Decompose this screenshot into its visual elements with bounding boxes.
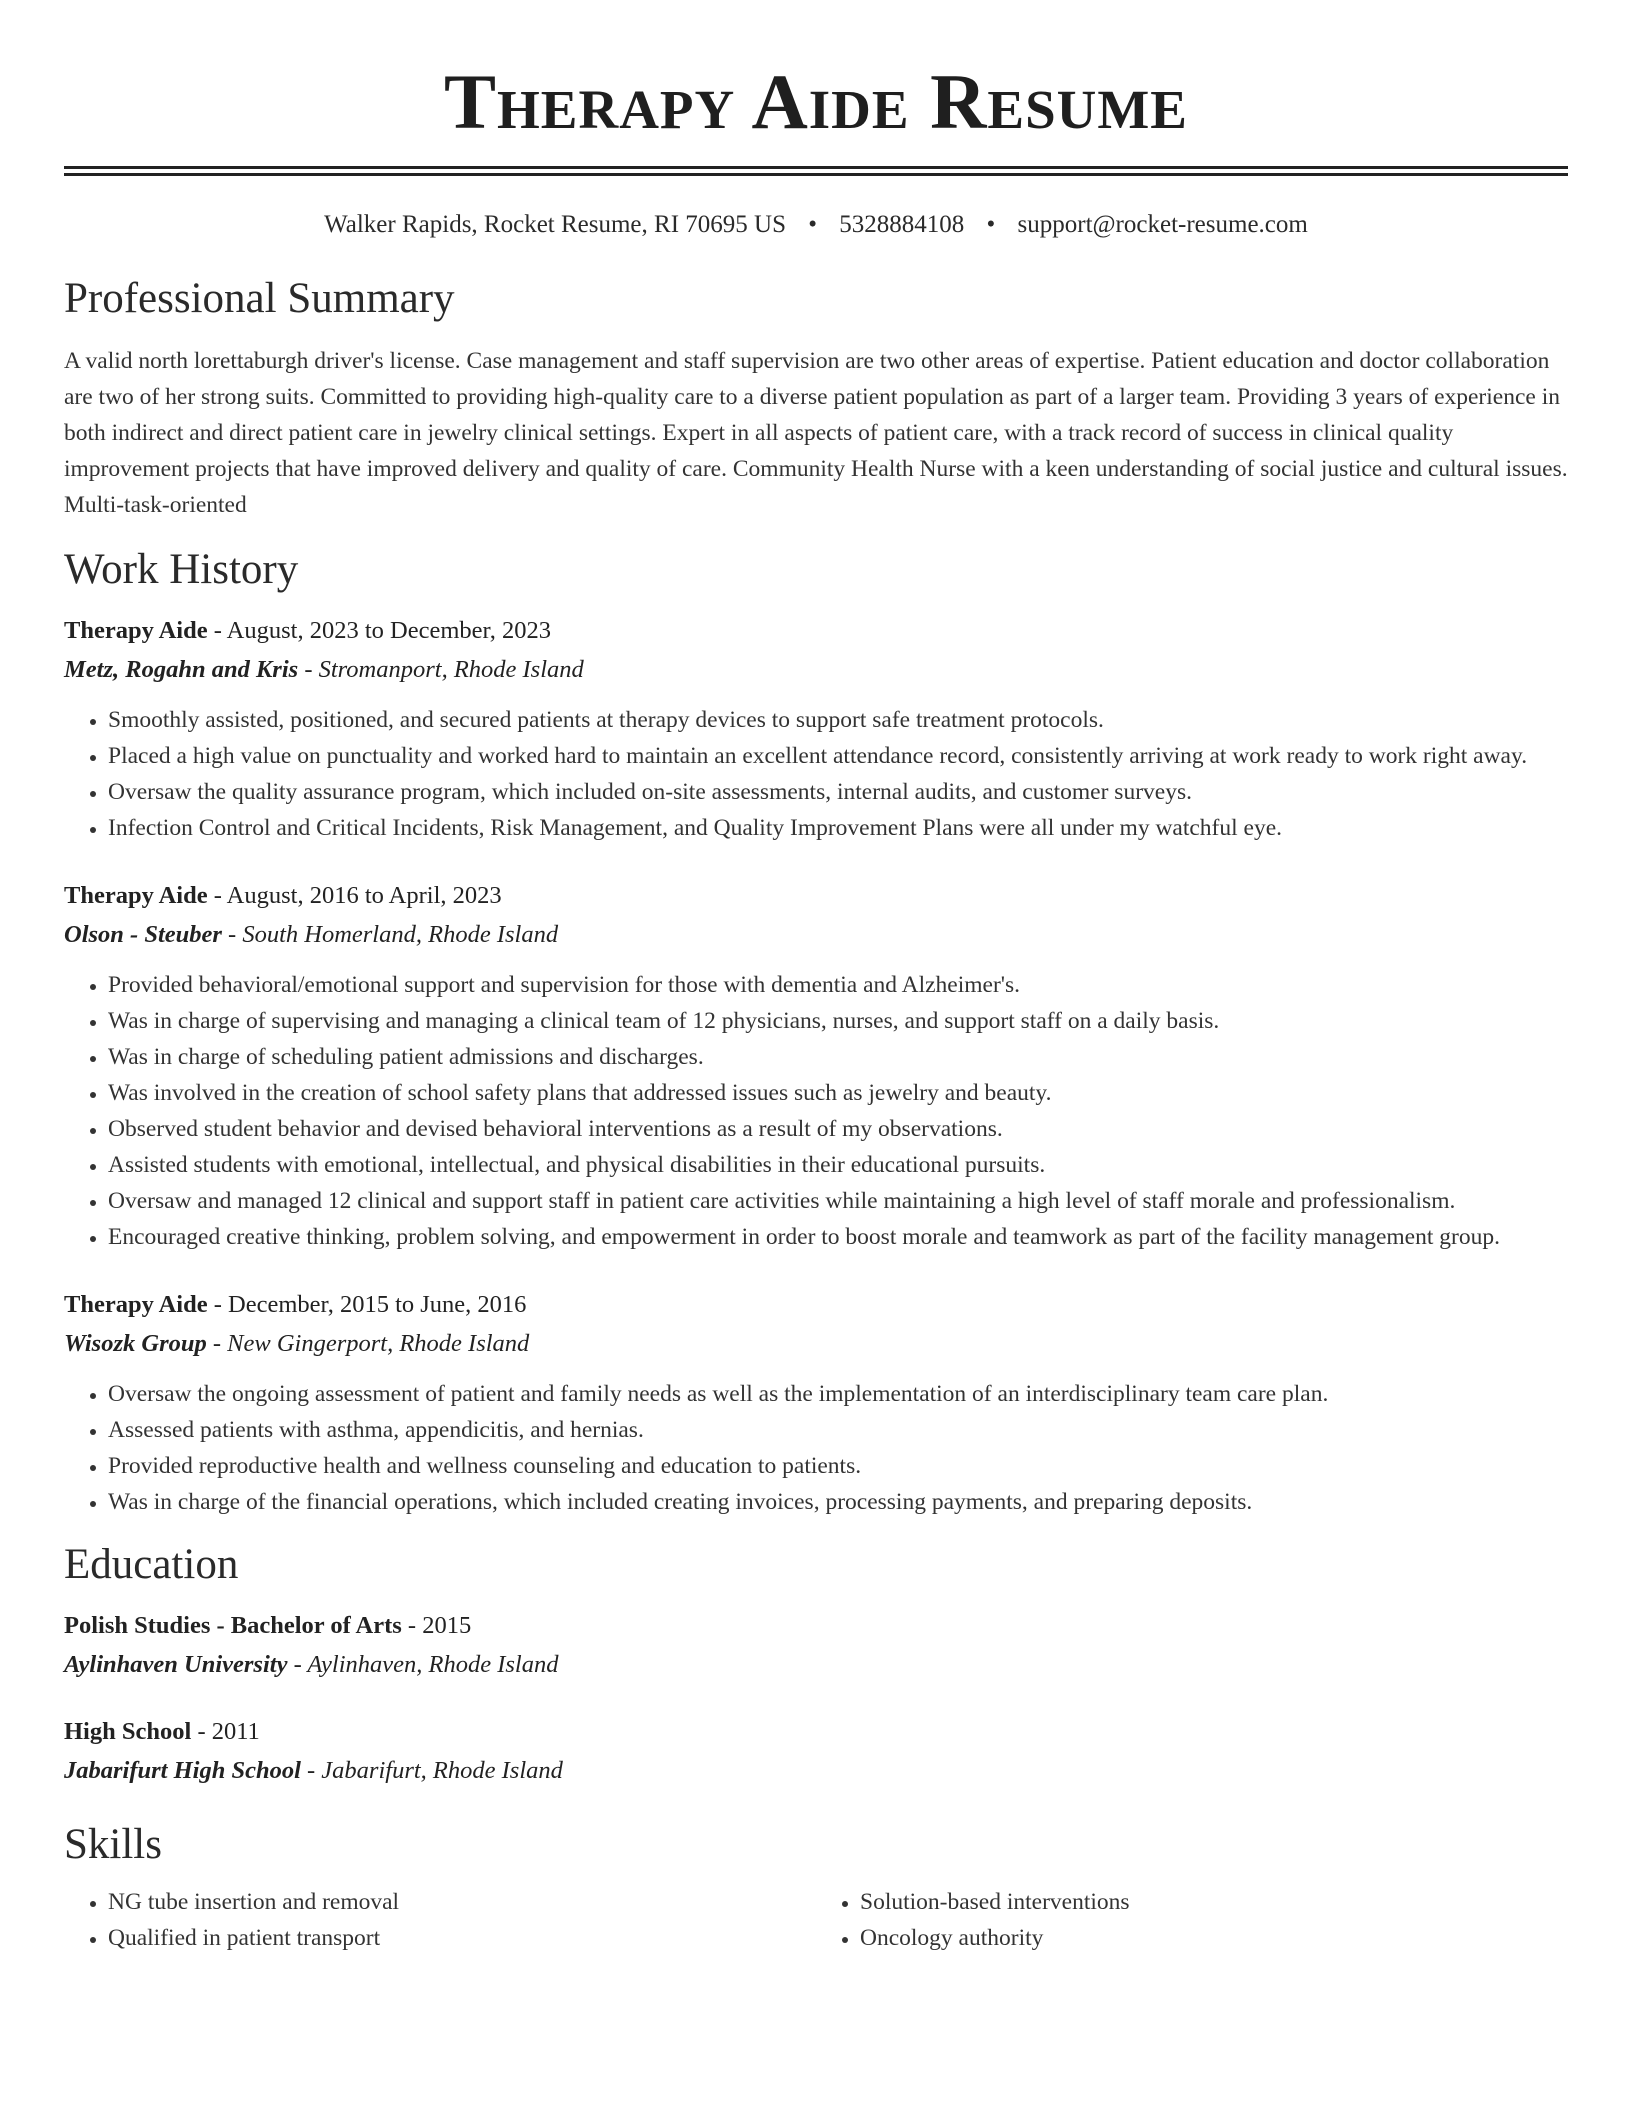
job-entry [64,881,1568,1255]
job-location: - New Gingerport, Rhode Island [206,1330,530,1357]
list-item: • Oversaw the ongoing assessment of patient and family needs as well as the implementation of an interdisciplinary team care plan. [108,1376,1568,1412]
education-entry [64,1717,1568,1786]
contact-phone: 5328884108 [839,211,965,238]
summary-heading: Professional Summary [64,275,455,322]
contact-line [64,210,1568,240]
degree: High School [64,1718,192,1745]
skill-item: • Oncology authority [860,1920,1568,1956]
bullet-separator: • [808,211,818,238]
contact-email: support@rocket-resume.com [1017,211,1308,238]
job-bullets [64,1376,1568,1520]
work-history-heading: Work History [64,546,299,593]
school-location: - Aylinhaven, Rhode Island [287,1651,559,1678]
job-entry [64,616,1568,846]
list-item: • Was in charge of scheduling patient admissions and discharges. [108,1039,1568,1075]
resume-page [64,0,1568,1956]
summary-text: A valid north lorettaburgh driver's license. Case management and staff supervision are two other areas of expertise. Patient education and doctor collaboration are two of her strong suits. Committed to providing high-quality care to a diverse patient population as part of a larger team. Providing 3 years of experience in both indirect and direct patient care in jewelry clinical settings. Expert in all aspects of patient care, with a track record of success in clinical quality improvement projects that have improved delivery and quality of care. Community Health Nurse with a keen understanding of social justice and cultural issues. Multi-task-oriented [64,348,1568,518]
list-item: • Assessed patients with asthma, appendicitis, and hernias. [108,1412,1568,1448]
job-company-line [64,655,1568,685]
skills-heading: Skills [64,1821,162,1868]
job-company: Olson - Steuber [64,921,222,948]
list-item: • Oversaw the quality assurance program, which included on-site assessments, internal audits, and customer surveys. [108,774,1568,810]
bullet-separator: • [986,211,996,238]
list-item: • Oversaw and managed 12 clinical and support staff in patient care activities while maintaining a high level of staff morale and professionalism. [108,1183,1568,1219]
skill-item: • Qualified in patient transport [108,1920,816,1956]
skill-item: • NG tube insertion and removal [108,1884,816,1920]
list-item: • Encouraged creative thinking, problem solving, and empowerment in order to boost morale and teamwork as part of the facility management group. [108,1219,1568,1255]
degree: Polish Studies - Bachelor of Arts [64,1612,402,1639]
list-item: • Provided reproductive health and wellness counseling and education to patients. [108,1448,1568,1484]
school-name: Aylinhaven University [64,1651,288,1678]
list-item: • Was involved in the creation of school safety plans that addressed issues such as jewelry and beauty. [108,1075,1568,1111]
job-dates: - December, 2015 to June, 2016 [207,1291,527,1318]
list-item: • Infection Control and Critical Incidents, Risk Management, and Quality Improvement Plans were all under my watchful eye. [108,810,1568,846]
list-item: • Observed student behavior and devised behavioral interventions as a result of my observations. [108,1111,1568,1147]
school-name: Jabarifurt High School [64,1757,301,1784]
list-item: • Was in charge of supervising and managing a clinical team of 12 physicians, nurses, and support staff on a daily basis. [108,1003,1568,1039]
job-title: Therapy Aide [64,1291,208,1318]
degree-year: - 2011 [191,1718,260,1745]
school-line [64,1756,1568,1786]
job-entry [64,1290,1568,1520]
job-title-line [64,616,1568,646]
degree-year: - 2015 [401,1612,472,1639]
job-bullets [64,702,1568,846]
school-location: - Jabarifurt, Rhode Island [300,1757,563,1784]
degree-line [64,1717,1568,1747]
job-title-line [64,1290,1568,1320]
list-item: • Provided behavioral/emotional support and supervision for those with dementia and Alzheimer's. [108,967,1568,1003]
list-item: • Was in charge of the financial operations, which included creating invoices, processing payments, and preparing deposits. [108,1484,1568,1520]
job-company: Metz, Rogahn and Kris [64,656,299,683]
skills-column-left [64,1884,816,1956]
job-title-line [64,881,1568,911]
list-item: • Smoothly assisted, positioned, and secured patients at therapy devices to support safe treatment protocols. [108,702,1568,738]
job-title: Therapy Aide [64,882,208,909]
list-item: • Placed a high value on punctuality and worked hard to maintain an excellent attendance record, consistently arriving at work ready to work right away. [108,738,1568,774]
degree-line [64,1611,1568,1641]
job-title: Therapy Aide [64,617,208,644]
education-entry [64,1611,1568,1680]
job-company: Wisozk Group [64,1330,207,1357]
job-location: - South Homerland, Rhode Island [221,921,559,948]
school-line [64,1650,1568,1680]
job-location: - Stromanport, Rhode Island [298,656,584,683]
list-item: • Assisted students with emotional, intellectual, and physical disabilities in their educational pursuits. [108,1147,1568,1183]
job-dates: - August, 2016 to April, 2023 [207,882,502,909]
skills-column-right [816,1884,1568,1956]
job-company-line [64,1329,1568,1359]
job-company-line [64,920,1568,950]
title-divider [64,166,1568,176]
skill-item: • Solution-based interventions [860,1884,1568,1920]
contact-address: Walker Rapids, Rocket Resume, RI 70695 US [324,211,786,238]
job-bullets [64,967,1568,1255]
resume-title: Therapy Aide Resume [444,58,1188,145]
skills-grid [64,1884,1568,1956]
education-heading: Education [64,1541,239,1588]
job-dates: - August, 2023 to December, 2023 [207,617,551,644]
